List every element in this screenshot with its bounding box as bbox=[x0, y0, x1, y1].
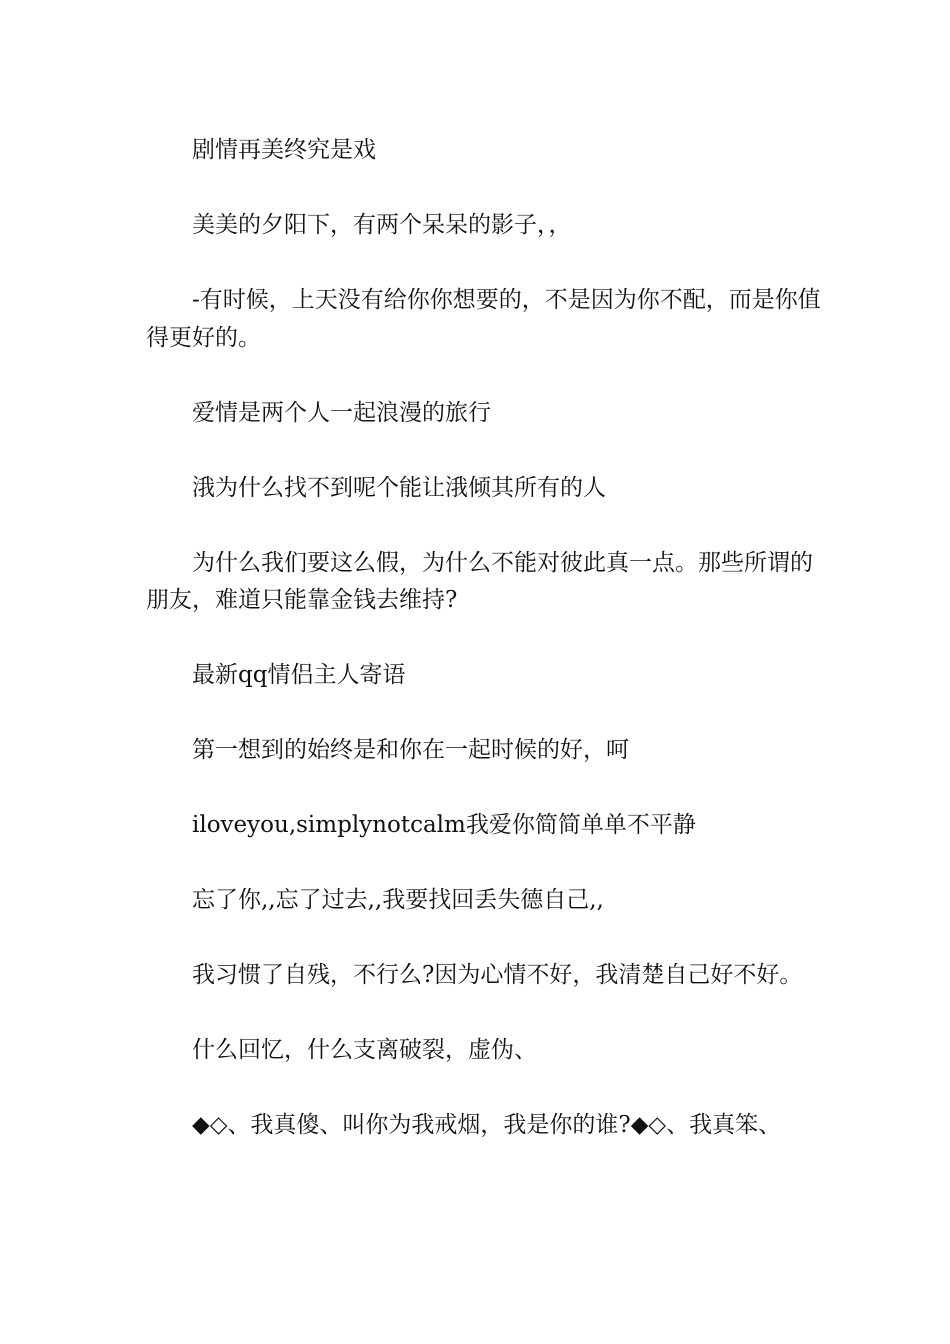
paragraph-12: 什么回忆，什么支离破裂，虚伪、 bbox=[192, 1037, 537, 1063]
paragraph-8: 第一想到的始终是和你在一起时候的好，呵 bbox=[192, 737, 629, 763]
paragraph-2: 美美的夕阳下，有两个呆呆的影子，， bbox=[192, 212, 572, 238]
paragraph-9: iloveyou,simplynotcalm我爱你简简单单不平静 bbox=[192, 812, 696, 838]
paragraph-1: 剧情再美终究是戏 bbox=[192, 137, 376, 163]
paragraph-7: 最新qq情侣主人寄语 bbox=[192, 662, 406, 688]
paragraph-10: 忘了你,,忘了过去,,我要找回丢失德自己,, bbox=[192, 887, 604, 913]
paragraph-5: 涐为什么找不到呢个能让涐倾其所有的人 bbox=[192, 474, 606, 501]
paragraph-11: 我习惯了自残，不行么?因为心情不好，我清楚自己好不好。 bbox=[192, 962, 803, 988]
document-body bbox=[146, 132, 826, 1145]
paragraph-3: -有时候，上天没有给你你想要的，不是因为你不配，而是你值得更好的。 bbox=[146, 287, 821, 351]
paragraph-6: 为什么我们要这么假，为什么不能对彼此真一点。那些所谓的朋友，难道只能靠金钱去维持? bbox=[146, 549, 813, 613]
paragraph-13: ◆◇、我真傻、叫你为我戒烟，我是你的谁?◆◇、我真笨、 bbox=[192, 1112, 782, 1138]
paragraph-4: 爱情是两个人一起浪漫的旅行 bbox=[192, 399, 491, 426]
